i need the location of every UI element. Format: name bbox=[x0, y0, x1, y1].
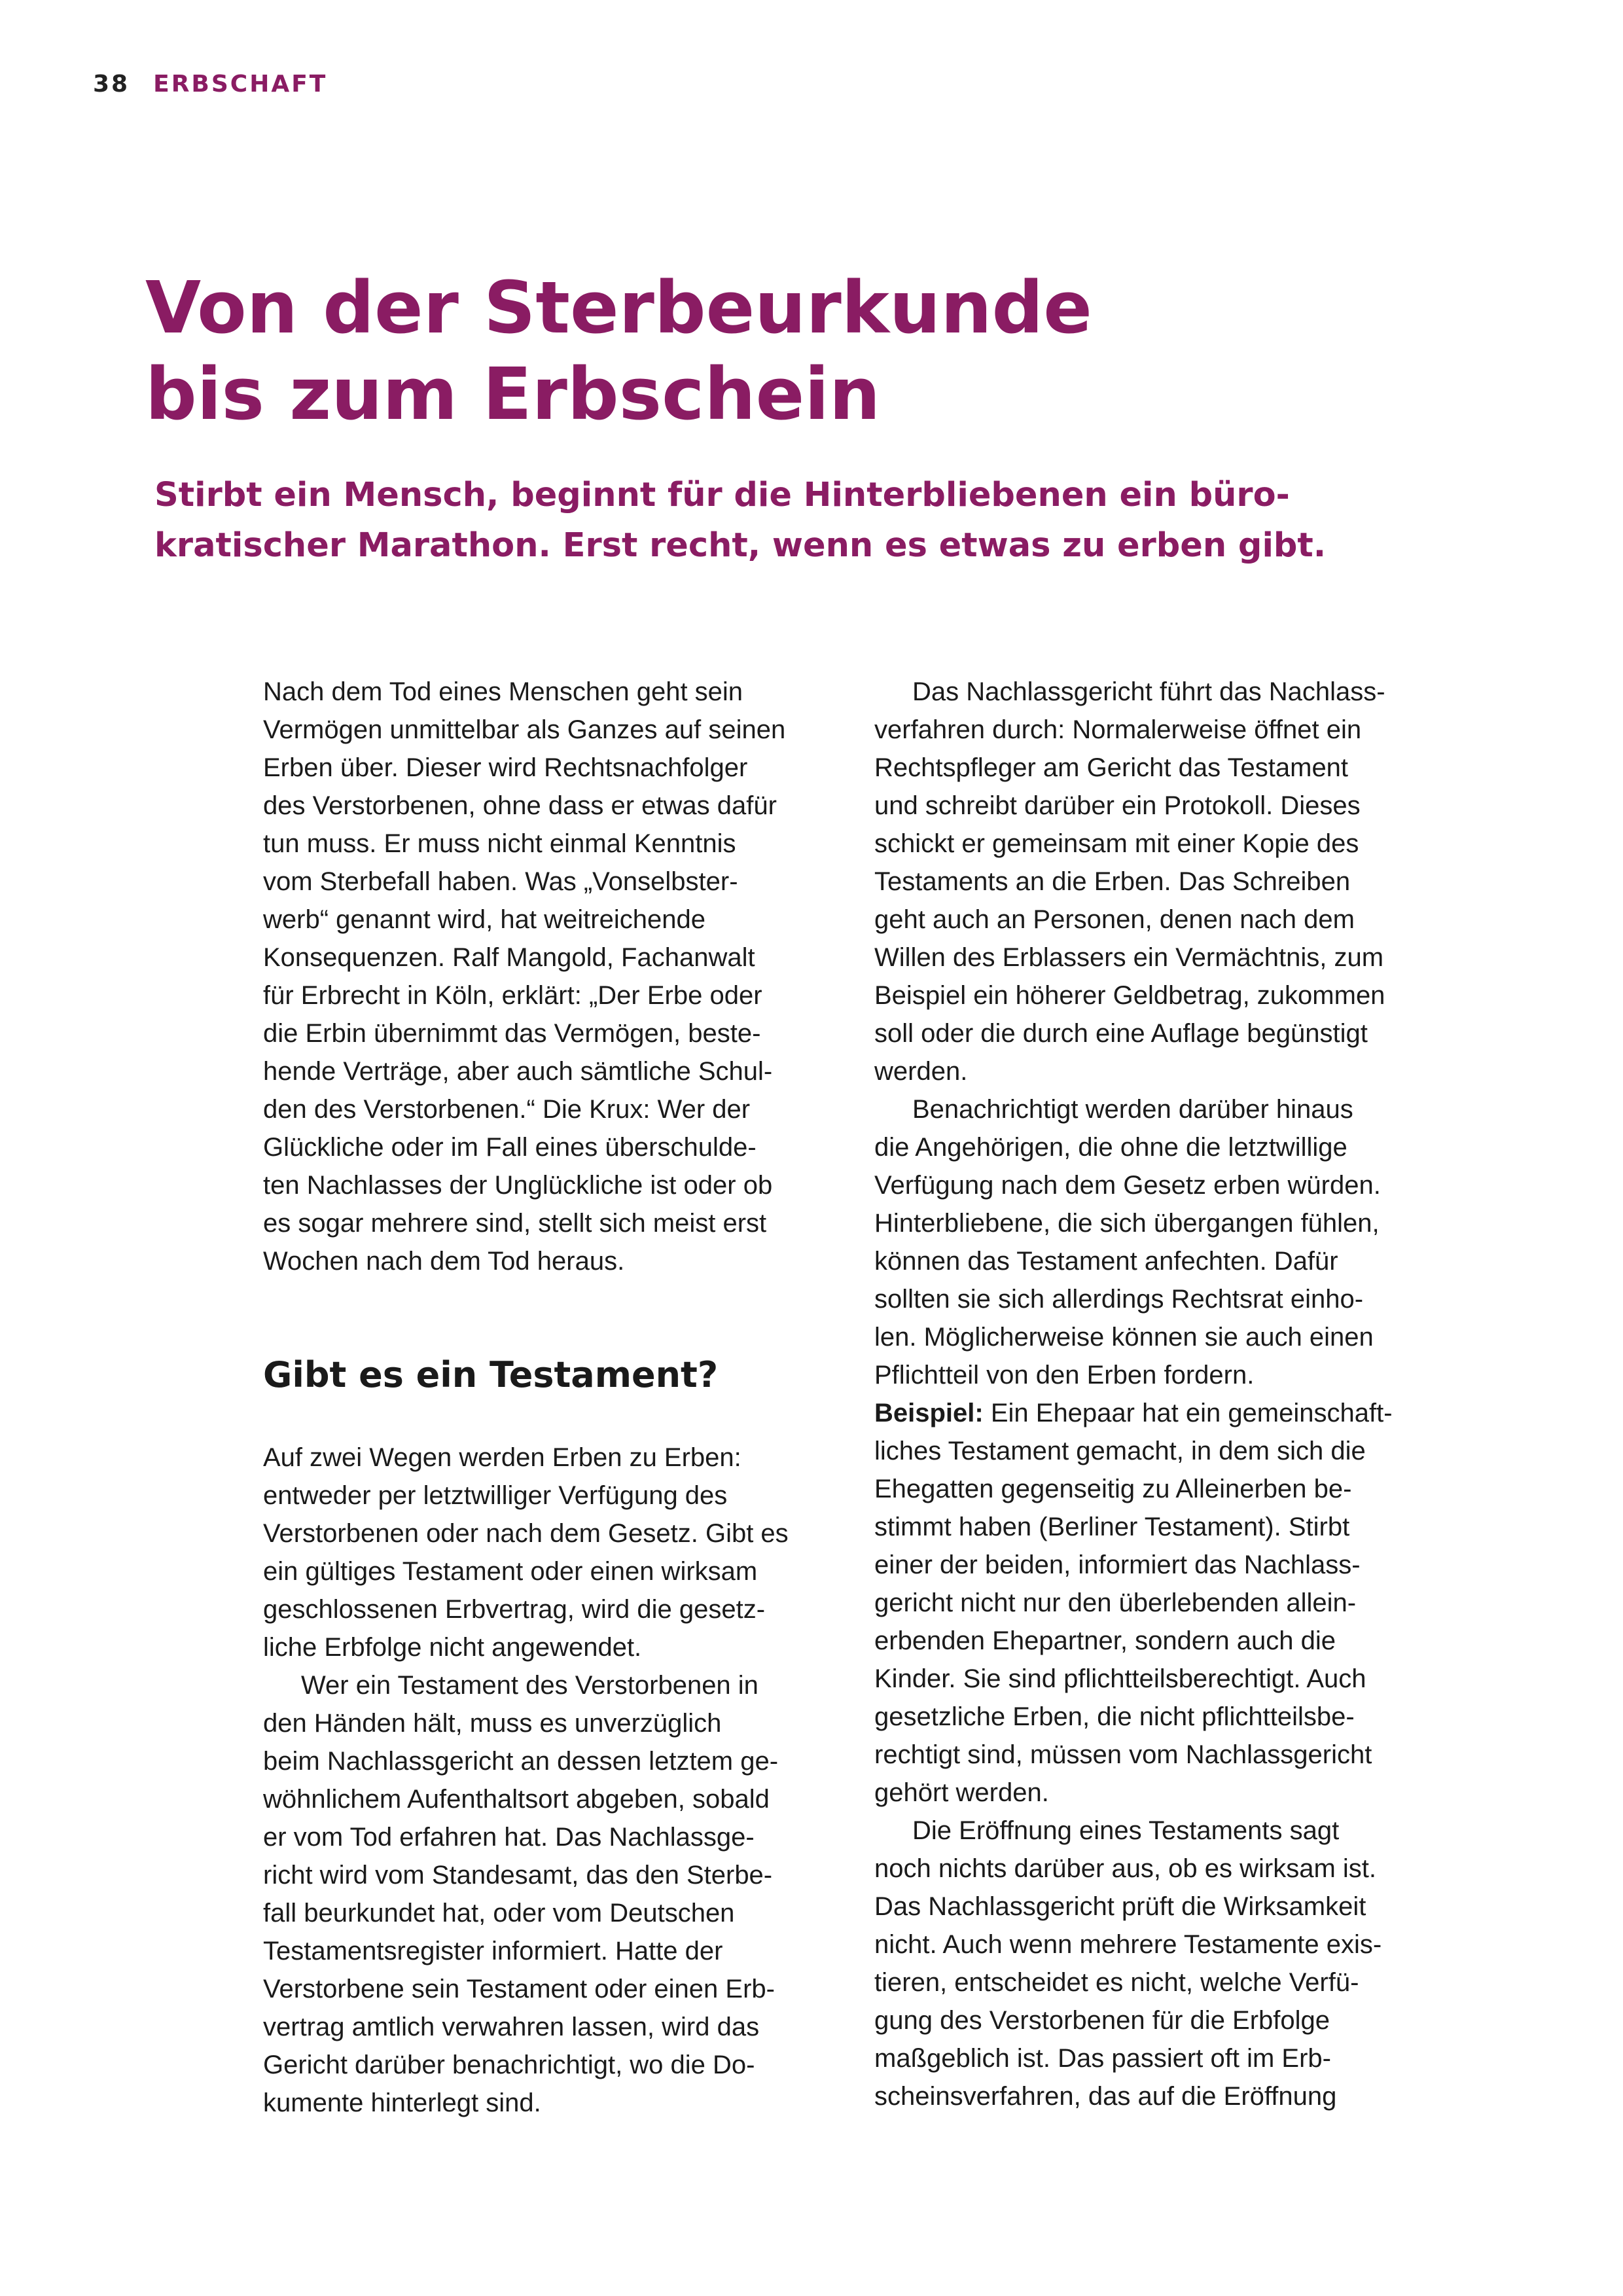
text-line: tieren, entscheidet es nicht, welche Verfü- bbox=[874, 1968, 1359, 1997]
text-line: den des Verstorbenen.“ Die Krux: Wer der bbox=[263, 1095, 751, 1124]
text-line: sollten sie sich allerdings Rechtsrat einho- bbox=[874, 1285, 1364, 1314]
example-first-line: Ein Ehepaar hat ein gemeinschaft- bbox=[983, 1399, 1393, 1427]
text-line: geht auch an Personen, denen nach dem bbox=[874, 905, 1355, 934]
running-head bbox=[93, 71, 327, 98]
example-label: Beispiel: bbox=[874, 1399, 984, 1427]
text-line: einer der beiden, informiert das Nachlass- bbox=[874, 1551, 1361, 1579]
text-line: er vom Tod erfahren hat. Das Nachlassge- bbox=[263, 1823, 755, 1852]
text-line: liche Erbfolge nicht angewendet. bbox=[263, 1633, 642, 1662]
text-line: geschlossenen Erbvertrag, wird die gesetz- bbox=[263, 1595, 766, 1624]
text-line: gesetzliche Erben, die nicht pflichtteilsbe- bbox=[874, 1702, 1355, 1731]
text-line: nicht. Auch wenn mehrere Testamente exis- bbox=[874, 1930, 1382, 1959]
text-line: Testamentsregister informiert. Hatte der bbox=[263, 1937, 723, 1965]
text-line: Verfügung nach dem Gesetz erben würden. bbox=[874, 1171, 1381, 1200]
section-label: ERBSCHAFT bbox=[153, 71, 328, 98]
paragraph bbox=[874, 673, 1463, 1090]
text-line: Ehegatten gegenseitig zu Alleinerben be- bbox=[874, 1475, 1352, 1503]
text-line: schickt er gemeinsam mit einer Kopie des bbox=[874, 829, 1359, 858]
text-line: Testaments an die Erben. Das Schreiben bbox=[874, 867, 1351, 896]
text-line: den Händen hält, muss es unverzüglich bbox=[263, 1709, 722, 1738]
text-line: können das Testament anfechten. Dafür bbox=[874, 1247, 1338, 1276]
text-line: ten Nachlasses der Unglückliche ist oder ob bbox=[263, 1171, 773, 1200]
text-line: beim Nachlassgericht an dessen letztem ge- bbox=[263, 1747, 779, 1776]
paragraph bbox=[874, 1812, 1463, 2115]
text-line: scheinsverfahren, das auf die Eröffnung bbox=[874, 2082, 1337, 2111]
left-column bbox=[263, 673, 839, 2122]
text-line: richt wird vom Standesamt, das den Sterbe- bbox=[263, 1861, 773, 1890]
text-line: Glückliche oder im Fall eines überschulde- bbox=[263, 1133, 757, 1162]
text-line: Das Nachlassgericht führt das Nachlass- bbox=[912, 677, 1385, 706]
text-line: Pflichtteil von den Erben fordern. bbox=[874, 1361, 1255, 1390]
spacer bbox=[263, 1280, 839, 1356]
text-line: Beispiel ein höherer Geldbetrag, zukommen bbox=[874, 981, 1385, 1010]
text-line: wöhnlichem Aufenthaltsort abgeben, sobald bbox=[263, 1785, 770, 1814]
text-line: werden. bbox=[874, 1057, 968, 1086]
text-line: Willen des Erblassers ein Vermächtnis, zum bbox=[874, 943, 1384, 972]
text-line: erbenden Ehepartner, sondern auch die bbox=[874, 1626, 1336, 1655]
text-line: verfahren durch: Normalerweise öffnet ein bbox=[874, 715, 1362, 744]
paragraph bbox=[263, 1666, 839, 2122]
text-line: ein gültiges Testament oder einen wirksam bbox=[263, 1557, 758, 1586]
article-title bbox=[145, 264, 1520, 437]
text-line: vom Sterbefall haben. Was „Vonselbster- bbox=[263, 867, 738, 896]
text-line: gung des Verstorbenen für die Erbfolge bbox=[874, 2006, 1330, 2035]
text-line: rechtigt sind, müssen vom Nachlassgericht bbox=[874, 1740, 1372, 1769]
text-line: es sogar mehrere sind, stellt sich meist erst bbox=[263, 1209, 767, 1238]
text-line: Verstorbene sein Testament oder einen Erb- bbox=[263, 1975, 775, 2003]
text-line: Rechtspfleger am Gericht das Testament bbox=[874, 753, 1349, 782]
intro-paragraph bbox=[263, 673, 839, 1280]
text-line: des Verstorbenen, ohne dass er etwas dafür bbox=[263, 791, 777, 820]
text-line: Erben über. Dieser wird Rechtsnachfolger bbox=[263, 753, 748, 782]
section-heading: Gibt es ein Testament? bbox=[263, 1354, 719, 1395]
example-paragraph bbox=[874, 1394, 1463, 1812]
text-line bbox=[874, 1394, 1463, 1432]
text-line: Die Eröffnung eines Testaments sagt bbox=[912, 1816, 1340, 1845]
text-line: gehört werden. bbox=[874, 1778, 1049, 1807]
text-line: Auf zwei Wegen werden Erben zu Erben: bbox=[263, 1443, 741, 1472]
text-line: Konsequenzen. Ralf Mangold, Fachanwalt bbox=[263, 943, 755, 972]
text-line: Hinterbliebene, die sich übergangen fühlen, bbox=[874, 1209, 1380, 1238]
paragraph bbox=[874, 1090, 1463, 1394]
spacer bbox=[263, 1394, 839, 1439]
right-column bbox=[874, 673, 1463, 2115]
text-line: soll oder die durch eine Auflage begünstigt bbox=[874, 1019, 1368, 1048]
text-line: maßgeblich ist. Das passiert oft im Erb- bbox=[874, 2044, 1331, 2073]
text-line: hende Verträge, aber auch sämtliche Schul- bbox=[263, 1057, 773, 1086]
text-line: noch nichts darüber aus, ob es wirksam ist. bbox=[874, 1854, 1377, 1883]
text-line: kumente hinterlegt sind. bbox=[263, 2089, 541, 2117]
text-line: Wer ein Testament des Verstorbenen in bbox=[301, 1671, 758, 1700]
text-line: für Erbrecht in Köln, erklärt: „Der Erbe oder bbox=[263, 981, 762, 1010]
text-line: die Erbin übernimmt das Vermögen, beste- bbox=[263, 1019, 761, 1048]
text-line: und schreibt darüber ein Protokoll. Dieses bbox=[874, 791, 1361, 820]
text-line: Nach dem Tod eines Menschen geht sein bbox=[263, 677, 743, 706]
text-line: gericht nicht nur den überlebenden allein- bbox=[874, 1588, 1357, 1617]
text-line: fall beurkundet hat, oder vom Deutschen bbox=[263, 1899, 735, 1928]
title-line: bis zum Erbschein bbox=[145, 352, 881, 436]
text-line: Verstorbenen oder nach dem Gesetz. Gibt es bbox=[263, 1519, 789, 1548]
lead-line: Stirbt ein Mensch, beginnt für die Hinterbliebenen ein büro- bbox=[154, 476, 1290, 514]
text-line: tun muss. Er muss nicht einmal Kenntnis bbox=[263, 829, 736, 858]
text-line: entweder per letztwilliger Verfügung des bbox=[263, 1481, 728, 1510]
text-line: vertrag amtlich verwahren lassen, wird das bbox=[263, 2013, 760, 2041]
article-lead bbox=[154, 470, 1529, 571]
text-line: len. Möglicherweise können sie auch einen bbox=[874, 1323, 1374, 1352]
text-line: Gericht darüber benachrichtigt, wo die Do- bbox=[263, 2051, 755, 2079]
text-line: Kinder. Sie sind pflichtteilsberechtigt. Auch bbox=[874, 1664, 1366, 1693]
text-line: werb“ genannt wird, hat weitreichende bbox=[263, 905, 705, 934]
paragraph bbox=[263, 1439, 839, 1666]
text-line: die Angehörigen, die ohne die letztwillige bbox=[874, 1133, 1347, 1162]
text-line: Vermögen unmittelbar als Ganzes auf seinen bbox=[263, 715, 786, 744]
text-line: Wochen nach dem Tod heraus. bbox=[263, 1247, 625, 1276]
text-line: Das Nachlassgericht prüft die Wirksamkeit bbox=[874, 1892, 1366, 1921]
lead-line: kratischer Marathon. Erst recht, wenn es etwas zu erben gibt. bbox=[154, 526, 1327, 565]
title-line: Von der Sterbeurkunde bbox=[145, 266, 1092, 350]
page-number: 38 bbox=[93, 71, 130, 98]
text-line: Benachrichtigt werden darüber hinaus bbox=[912, 1095, 1353, 1124]
text-line: stimmt haben (Berliner Testament). Stirbt bbox=[874, 1513, 1350, 1541]
text-line: liches Testament gemacht, in dem sich die bbox=[874, 1437, 1366, 1465]
